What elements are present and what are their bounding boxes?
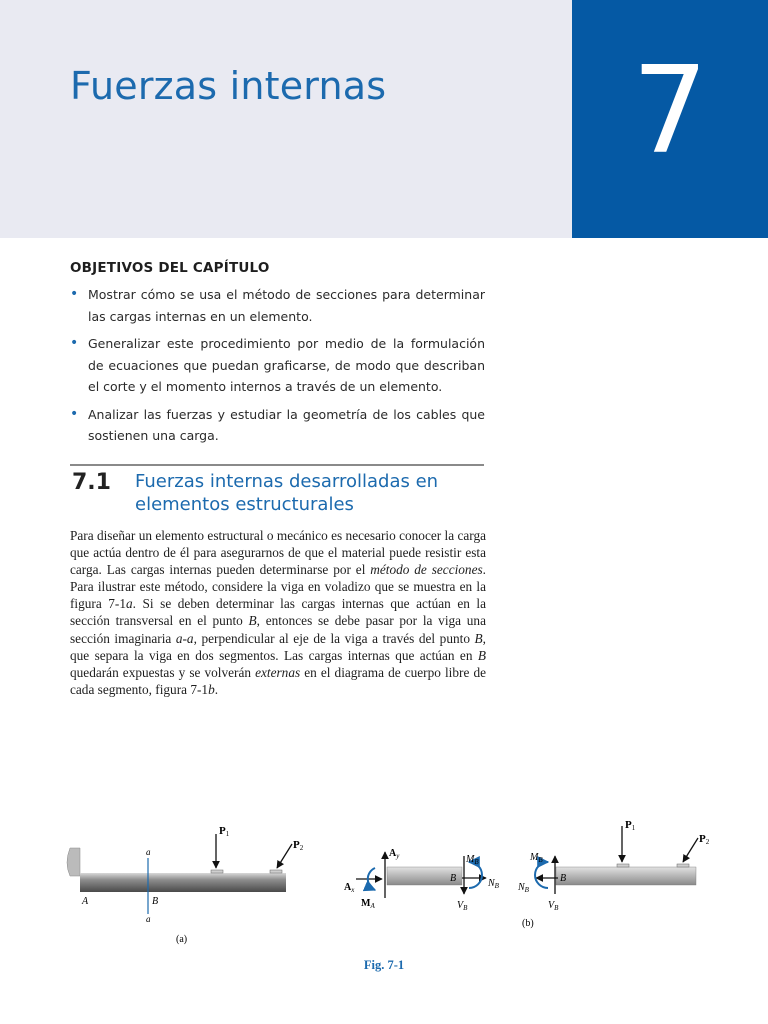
- load-pad-1-b: [617, 864, 629, 867]
- objective-item: [70, 333, 485, 398]
- body-text-run: quedarán expuestas y se volverán: [70, 664, 256, 680]
- label-b-left: B: [450, 873, 457, 884]
- label-figure-a: (a): [176, 934, 188, 945]
- label-mb-right: $M_B$: [530, 852, 543, 864]
- force-p2-arrow: [277, 844, 292, 868]
- body-text-run: .: [214, 681, 219, 697]
- load-pad-1: [211, 870, 223, 873]
- figure-7-1: [64, 818, 724, 958]
- body-emphasis: externas: [255, 664, 301, 680]
- label-b-right: B: [560, 873, 567, 884]
- chapter-number-box: [572, 0, 768, 238]
- objective-item: [70, 284, 485, 327]
- objective-item: [70, 404, 485, 447]
- load-pad-2-b: [677, 864, 689, 867]
- load-pad-2: [270, 870, 282, 873]
- label-nb-right: $N_B$: [518, 882, 529, 894]
- label-p2-b: P2: [699, 833, 710, 846]
- body-emphasis: a: [126, 596, 133, 612]
- chapter-header-band: [0, 0, 572, 238]
- section-title: Fuerzas internas desarrolladas en elementos estructurales: [135, 471, 439, 515]
- label-vb-right: $V_B$: [548, 900, 559, 912]
- body-emphasis: a-a: [175, 630, 194, 646]
- moment-mb-arrow-right: [535, 862, 548, 888]
- label-ma: $M_A$: [361, 898, 375, 910]
- body-text-run: , perpendicular al eje de la viga a través del punto: [193, 630, 475, 646]
- objectives-heading: OBJETIVOS DEL CAPÍTULO: [70, 260, 270, 276]
- label-section-top: a: [146, 847, 151, 857]
- cantilever-beam: [80, 873, 286, 892]
- objective-text: Analizar las fuerzas y estudiar la geometría de los cables que sostienen una carga.: [88, 406, 485, 443]
- label-ax: $A_x$: [344, 882, 355, 894]
- label-p1-b: P1: [625, 819, 636, 832]
- label-mb-left: $M_B$: [466, 854, 479, 866]
- body-text-run: . Para ilustrar este método, considere la viga en voladizo que se muestra en la figura 7-1: [70, 562, 486, 612]
- chapter-title: Fuerzas internas: [70, 64, 387, 108]
- label-point-a: A: [82, 896, 89, 907]
- objectives-list: [70, 284, 485, 453]
- body-emphasis: B: [474, 630, 483, 646]
- force-p2-arrow-b: [683, 838, 698, 862]
- label-ay: $A_y$: [389, 848, 400, 860]
- body-emphasis: b: [208, 681, 215, 697]
- chapter-number: 7: [631, 42, 709, 181]
- label-point-b: B: [152, 896, 159, 907]
- bullet-icon: •: [70, 405, 79, 422]
- section-divider: [70, 464, 484, 466]
- beam-right-segment: [556, 867, 696, 885]
- label-nb-left: $N_B$: [488, 878, 499, 890]
- objective-text: Mostrar cómo se usa el método de secciones para determinar las cargas internas en un elemento.: [88, 287, 485, 324]
- fixed-support: [67, 848, 80, 876]
- body-emphasis: B: [248, 613, 257, 629]
- label-figure-b: (b): [522, 918, 534, 929]
- body-text-run: en el diagrama de cuerpo libre de cada segmento, figura 7-1: [70, 664, 486, 697]
- figure-b-left-segment: [344, 848, 500, 912]
- bullet-icon: •: [70, 335, 79, 351]
- label-p1: P1: [219, 825, 230, 838]
- label-vb-left: $V_B$: [457, 900, 468, 912]
- figure-b-right-segment: [517, 819, 710, 929]
- section-number: 7.1: [72, 470, 111, 495]
- label-section-bottom: a: [146, 914, 151, 924]
- label-p2: P2: [293, 839, 304, 852]
- body-text-run: . Si se deben determinar las cargas internas que actúan en la sección transversal en el punto: [70, 596, 486, 629]
- body-emphasis: método de secciones: [370, 562, 483, 578]
- bullet-icon: •: [70, 286, 79, 302]
- body-emphasis: B: [477, 647, 486, 663]
- body-paragraph: [70, 527, 486, 698]
- body-text-run: , que separa la viga en dos segmentos. Las cargas internas que actúan en: [70, 630, 486, 663]
- objective-text: Generalizar este procedimiento por medio de la formulación de ecuaciones que puedan graficarse, de modo que describan el corte y el momento internos a través de un elemento.: [88, 336, 485, 394]
- body-text-run: Para diseñar un elemento estructural o mecánico es necesario conocer la carga que actúa dentro de él para asegurarnos de que el material puede resistir esta carga. Las cargas internas pueden determinarse por el: [70, 528, 486, 578]
- figure-caption: Fig. 7-1: [363, 958, 405, 972]
- body-text-run: , entonces se debe pasar por la viga una sección imaginaria: [70, 613, 486, 646]
- figure-a: [67, 825, 304, 945]
